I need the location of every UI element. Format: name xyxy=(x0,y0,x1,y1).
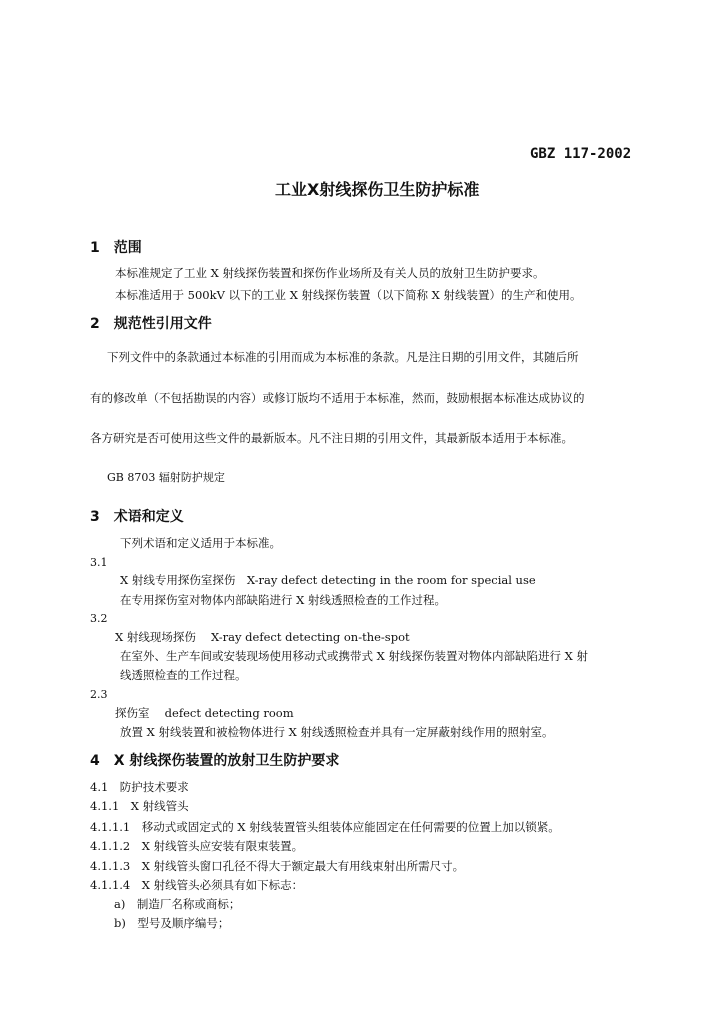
term-name: 探伤室 defect detecting room xyxy=(115,706,294,720)
term-number: 3.1 xyxy=(90,556,108,569)
clause: 4.1 防护技术要求 xyxy=(90,780,189,794)
term-definition: 放置 X 射线装置和被检物体进行 X 射线透照检查并具有一定屏蔽射线作用的照射室。 xyxy=(120,725,554,739)
term-name: X 射线专用探伤室探伤 X-ray defect detecting in the room for special use xyxy=(120,573,536,587)
term-number: 3.2 xyxy=(90,612,108,625)
section-2-paragraph-line: 有的修改单（不包括勘误的内容）或修订版均不适用于本标准，然而，鼓励根据本标准达成协议的 xyxy=(90,391,585,405)
section-1-paragraph-2: 本标准适用于 500kV 以下的工业 X 射线探伤装置（以下简称 X 射线装置）的生产和使用。 xyxy=(115,288,582,302)
clause: 4.1.1.4 X 射线管头必须具有如下标志： xyxy=(90,878,304,892)
clause: 4.1.1.2 X 射线管头应安装有限束装置。 xyxy=(90,839,304,853)
section-2-heading: 2 规范性引用文件 xyxy=(90,316,212,332)
clause: 4.1.1 X 射线管头 xyxy=(90,799,189,813)
term-name: X 射线现场探伤 X-ray defect detecting on-the-spot xyxy=(115,630,410,644)
term-definition: 在室外、生产车间或安装现场使用移动式或携带式 X 射线探伤装置对物体内部缺陷进行 X 射 xyxy=(120,649,588,663)
clause: 4.1.1.1 移动式或固定式的 X 射线装置管头组装体应能固定在任何需要的位置上加以锁紧。 xyxy=(90,820,560,834)
clause: 4.1.1.3 X 射线管头窗口孔径不得大于额定最大有用线束射出所需尺寸。 xyxy=(90,859,465,873)
standard-number: GBZ 117-2002 xyxy=(530,146,632,162)
term-definition: 线透照检查的工作过程。 xyxy=(120,668,247,682)
document-title: 工业X射线探伤卫生防护标准 xyxy=(275,180,480,199)
term-number: 2.3 xyxy=(90,688,108,701)
section-2-paragraph-line: 下列文件中的条款通过本标准的引用而成为本标准的条款。凡是注日期的引用文件，其随后所 xyxy=(107,350,579,364)
section-1-paragraph-1: 本标准规定了工业 X 射线探伤装置和探伤作业场所及有关人员的放射卫生防护要求。 xyxy=(115,266,545,280)
section-3-intro: 下列术语和定义适用于本标准。 xyxy=(120,536,281,550)
list-item: a) 制造厂名称或商标； xyxy=(114,897,241,911)
section-3-heading: 3 术语和定义 xyxy=(90,509,184,525)
section-2-paragraph-line: 各方研究是否可使用这些文件的最新版本。凡不注日期的引用文件，其最新版本适用于本标准。 xyxy=(90,431,573,445)
section-1-heading: 1 范围 xyxy=(90,240,142,256)
normative-reference: GB 8703 辐射防护规定 xyxy=(107,471,225,484)
term-definition: 在专用探伤室对物体内部缺陷进行 X 射线透照检查的工作过程。 xyxy=(120,593,446,607)
section-4-heading: 4 X 射线探伤装置的放射卫生防护要求 xyxy=(90,753,340,769)
list-item: b) 型号及顺序编号； xyxy=(114,916,230,930)
